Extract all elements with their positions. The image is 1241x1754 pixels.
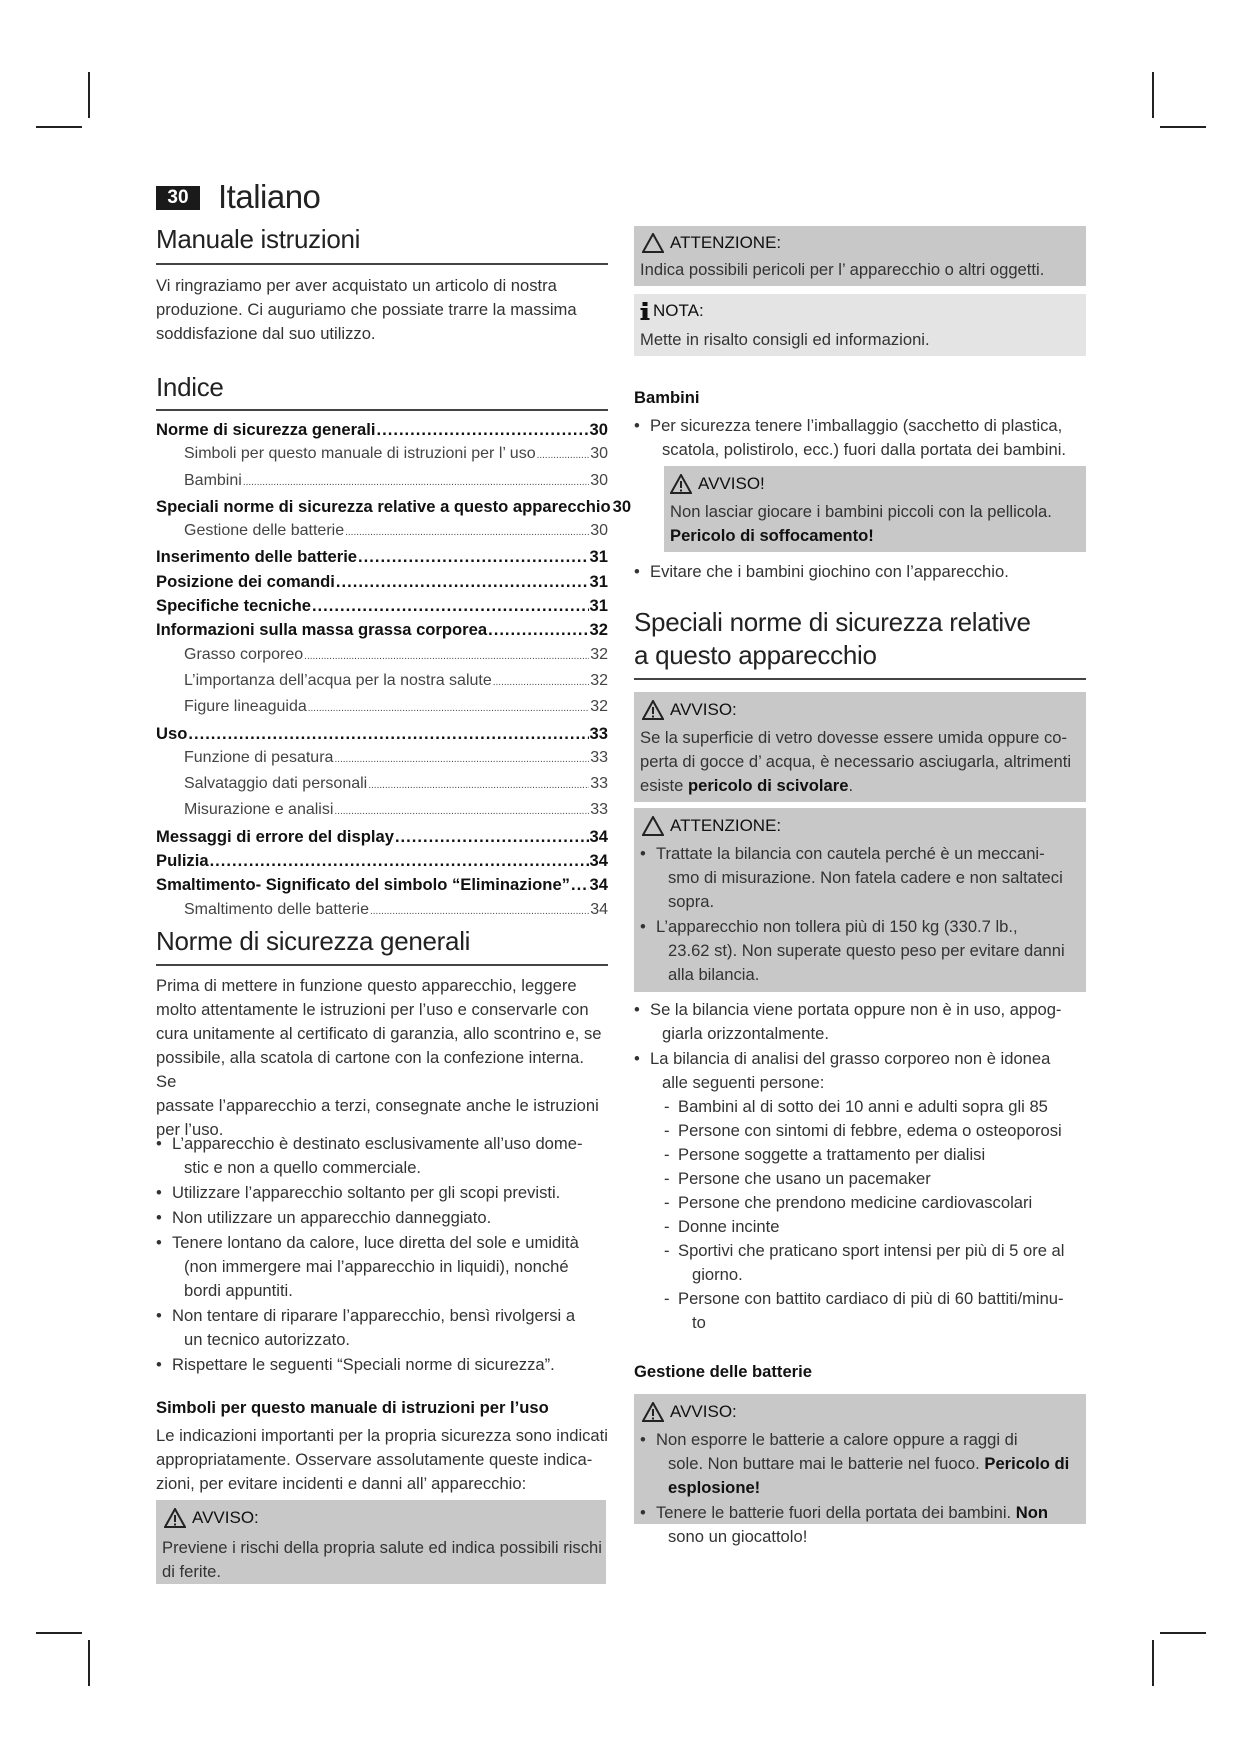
toc-page-number: 31	[589, 547, 608, 567]
list-item: • Tenere le batterie fuori della portata dei bambini. Non sono un giocattolo!	[640, 1501, 1080, 1549]
toc-subentry: Smaltimento delle batterie ..... 34	[156, 898, 608, 924]
toc-page-number: 33	[590, 775, 608, 793]
symbols-subtitle: Simboli per questo manuale di istruzioni per l’uso	[156, 1398, 549, 1417]
battery-title: Gestione delle batterie	[634, 1362, 812, 1381]
warning-icon	[642, 233, 664, 253]
bambini-avviso-box: AVVISO! Non lasciar giocare i bambini piccoli con la pellicola. Pericolo di soffocamento!	[664, 466, 1086, 552]
dot-leader	[334, 746, 589, 772]
crop-mark	[1160, 1632, 1206, 1634]
info-icon	[640, 301, 650, 321]
bambini-bullets	[634, 414, 1086, 463]
special-attenzione-box: ATTENZIONE: • Trattate la bilancia con cautela perché è un meccani- smo di misurazione. Non fatela cadere e non saltateci sopra. • L’apparecchio non tollera più di 150 kg (330.7 lb., 23.62 st). Non superate questo peso per evitare danni alla bilancia.	[634, 808, 1086, 992]
toc-entry: Specifiche tecniche ..... 31	[156, 594, 608, 618]
toc-entry: Speciali norme di sicurezza relative a questo apparecchio 30	[156, 495, 608, 519]
list-item: - Donne incinte	[664, 1215, 1084, 1239]
dot-leader	[571, 873, 589, 897]
table-of-contents	[156, 418, 632, 924]
toc-page-number: 30	[590, 471, 608, 489]
list-item: • L’apparecchio è destinato esclusivamente all’uso dome- stic e non a quello commerciale.	[156, 1132, 608, 1180]
list-item: • Non esporre le batterie a calore oppure a raggi di sole. Non buttare mai le batterie nel fuoco. Pericolo di esplosione!	[640, 1428, 1080, 1500]
dot-leader	[188, 722, 588, 746]
toc-subentry: Grasso corporeo ..... 32	[156, 643, 608, 669]
list-item: - Persone che usano un pacemaker	[664, 1167, 1084, 1191]
dot-leader	[377, 418, 589, 442]
list-item: • Non utilizzare un apparecchio danneggiato.	[156, 1206, 608, 1230]
toc-page-number: 32	[589, 620, 608, 640]
crop-mark	[36, 126, 82, 128]
persons-list	[664, 1095, 1084, 1335]
dot-leader	[368, 772, 589, 798]
toc-subentry: Bambini ..... 30	[156, 469, 608, 495]
general-intro: Prima di mettere in funzione questo apparecchio, leggere molto attentamente le istruzioni per l’uso e conservarle con cura unitamente al certificato di garanzia, allo scontrino e, se possibile, alla scatola di cartone con la confezione interna. Se passate l’apparecchio a terzi, consegnate anche le istruzioni per l’uso.	[156, 976, 602, 1139]
special-avviso-box: AVVISO: Se la superficie di vetro dovesse essere umida oppure co- perta di gocce d’ acqua, è necessario asciugarla, altrimenti esiste pericolo di scivolare.	[634, 692, 1086, 802]
list-item: - Persone che prendono medicine cardiovascolari	[664, 1191, 1084, 1215]
toc-subentry: Figure lineaguida ..... 32	[156, 695, 608, 721]
battery-avviso-box: AVVISO: • Non esporre le batterie a calore oppure a raggi di sole. Non buttare mai le batterie nel fuoco. Pericolo di esplosione! • Tenere le batterie fuori della portata dei bambini. Non sono un giocattolo!	[634, 1394, 1086, 1524]
dot-leader	[358, 545, 589, 569]
dot-leader	[493, 669, 589, 695]
toc-page-number: 32	[590, 698, 608, 716]
dot-leader	[537, 442, 590, 468]
symbols-paragraph: Le indicazioni importanti per la propria sicurezza sono indicati appropriatamente. Osservare assolutamente queste indica- zioni, per evitare incidenti e danni all’ apparecchio:	[156, 1426, 608, 1493]
list-item: - Persone con sintomi di febbre, edema o osteoporosi	[664, 1119, 1084, 1143]
dot-leader	[395, 825, 589, 849]
list-item: - Bambini al di sotto dei 10 anni e adulti sopra gli 85	[664, 1095, 1084, 1119]
list-item: - Persone con battito cardiaco di più di 60 battiti/minu- to	[664, 1287, 1084, 1335]
toc-entry: Posizione dei comandi ..... 31	[156, 570, 608, 594]
avviso-box: AVVISO: Previene i rischi della propria salute ed indica possibili rischi di ferite.	[156, 1500, 606, 1584]
attenzione-box: ATTENZIONE: Indica possibili pericoli per l’ apparecchio o altri oggetti.	[634, 226, 1086, 286]
dot-leader	[345, 519, 589, 545]
toc-page-number: 32	[590, 645, 608, 663]
special-safety-title: Speciali norme di sicurezza relative a questo apparecchio	[634, 607, 1031, 670]
toc-page-number: 32	[590, 671, 608, 689]
toc-entry: Pulizia ..... 34	[156, 849, 608, 873]
bambini-title: Bambini	[634, 388, 700, 407]
warning-icon	[642, 816, 664, 836]
toc-entry: Norme di sicurezza generali ..... 30	[156, 418, 608, 442]
general-bullets	[156, 1132, 608, 1378]
toc-page-number: 34	[589, 826, 608, 846]
crop-mark	[88, 72, 90, 118]
crop-mark	[1152, 1640, 1154, 1686]
divider	[156, 263, 608, 265]
toc-page-number: 31	[589, 571, 608, 591]
list-item: • Tenere lontano da calore, luce diretta del sole e umidità (non immergere mai l’apparecchio in liquidi), nonché bordi appuntiti.	[156, 1231, 608, 1303]
special-bullets	[634, 998, 1086, 1096]
list-item: • Non tentare di riparare l’apparecchio, bensì rivolgersi a un tecnico autorizzato.	[156, 1304, 608, 1352]
crop-mark	[1160, 126, 1206, 128]
crop-mark	[1152, 72, 1154, 118]
bambini-bullets-2	[634, 560, 1086, 585]
toc-entry: Messaggi di errore del display ..... 34	[156, 825, 608, 849]
dot-leader	[312, 594, 589, 618]
list-item: • La bilancia di analisi del grasso corporeo non è idonea alle seguenti persone:	[634, 1047, 1086, 1095]
general-safety-title: Norme di sicurezza generali	[156, 926, 471, 956]
divider	[156, 964, 608, 966]
toc-page-number: 30	[590, 445, 608, 463]
list-item: • Trattate la bilancia con cautela perché è un meccani- smo di misurazione. Non fatela cadere e non saltateci sopra.	[640, 842, 1080, 914]
list-item: • Utilizzare l’apparecchio soltanto per gli scopi previsti.	[156, 1181, 608, 1205]
dot-leader	[336, 570, 589, 594]
toc-entry: Smaltimento- Significato del simbolo “Eliminazione” ..... 34	[156, 873, 608, 897]
toc-subentry: Funzione di pesatura ..... 33	[156, 746, 608, 772]
toc-entry: Informazioni sulla massa grassa corporea ..... 32	[156, 618, 608, 642]
toc-page-number: 34	[589, 851, 608, 871]
toc-subentry: Simboli per questo manuale di istruzioni per l’ uso ..... 30	[156, 442, 608, 468]
dot-leader	[243, 469, 589, 495]
toc-page-number: 30	[589, 420, 608, 439]
toc-page-number: 33	[590, 748, 608, 766]
list-item: • Rispettare le seguenti “Speciali norme di sicurezza”.	[156, 1353, 608, 1377]
divider	[634, 678, 1086, 680]
dot-leader	[210, 849, 589, 873]
nota-box: NOTA: Mette in risalto consigli ed informazioni.	[634, 294, 1086, 356]
warning-icon	[670, 474, 692, 494]
toc-entry: Uso ..... 33	[156, 722, 608, 746]
toc-page-number: 34	[590, 900, 608, 918]
toc-subentry: Misurazione e analisi ..... 33	[156, 798, 608, 824]
toc-page-number: 33	[590, 801, 608, 819]
dot-leader	[334, 798, 589, 824]
warning-icon	[642, 1402, 664, 1422]
warning-icon	[164, 1508, 186, 1528]
toc-page-number: 34	[589, 875, 608, 895]
list-item: - Persone soggette a trattamento per dialisi	[664, 1143, 1084, 1167]
dot-leader	[308, 695, 589, 721]
divider	[156, 409, 608, 411]
dot-leader	[488, 618, 588, 642]
list-item: • Se la bilancia viene portata oppure non è in uso, appog- giarla orizzontalmente.	[634, 998, 1086, 1046]
toc-page-number: 33	[589, 723, 608, 743]
crop-mark	[36, 1632, 82, 1634]
toc-page-number: 30	[612, 496, 632, 516]
language-title: Italiano	[218, 178, 321, 215]
warning-icon	[642, 700, 664, 720]
list-item: • L’apparecchio non tollera più di 150 kg (330.7 lb., 23.62 st). Non superate questo peso per evitare danni alla bilancia.	[640, 915, 1080, 987]
toc-page-number: 30	[590, 522, 608, 540]
toc-entry: Inserimento delle batterie ..... 31	[156, 545, 608, 569]
list-item: • Per sicurezza tenere l’imballaggio (sacchetto di plastica, scatola, polistirolo, ecc.) fuori dalla portata dei bambini.	[634, 414, 1086, 462]
list-item: • Evitare che i bambini giochino con l’apparecchio.	[634, 560, 1086, 584]
crop-mark	[88, 1640, 90, 1686]
toc-page-number: 31	[589, 596, 608, 616]
toc-subentry: Salvataggio dati personali ..... 33	[156, 772, 608, 798]
toc-subentry: L’importanza dell’acqua per la nostra salute ..... 32	[156, 669, 608, 695]
manual-title: Manuale istruzioni	[156, 224, 361, 254]
list-item: - Sportivi che praticano sport intensi per più di 5 ore al giorno.	[664, 1239, 1084, 1287]
page-number: 30	[156, 186, 200, 210]
dot-leader	[370, 898, 589, 924]
dot-leader	[304, 643, 589, 669]
toc-subentry: Gestione delle batterie ..... 30	[156, 519, 608, 545]
index-title: Indice	[156, 372, 224, 402]
intro-paragraph: Vi ringraziamo per aver acquistato un articolo di nostra produzione. Ci auguriamo che possiate trarre la massima soddisfazione dal suo utilizzo.	[156, 276, 577, 343]
